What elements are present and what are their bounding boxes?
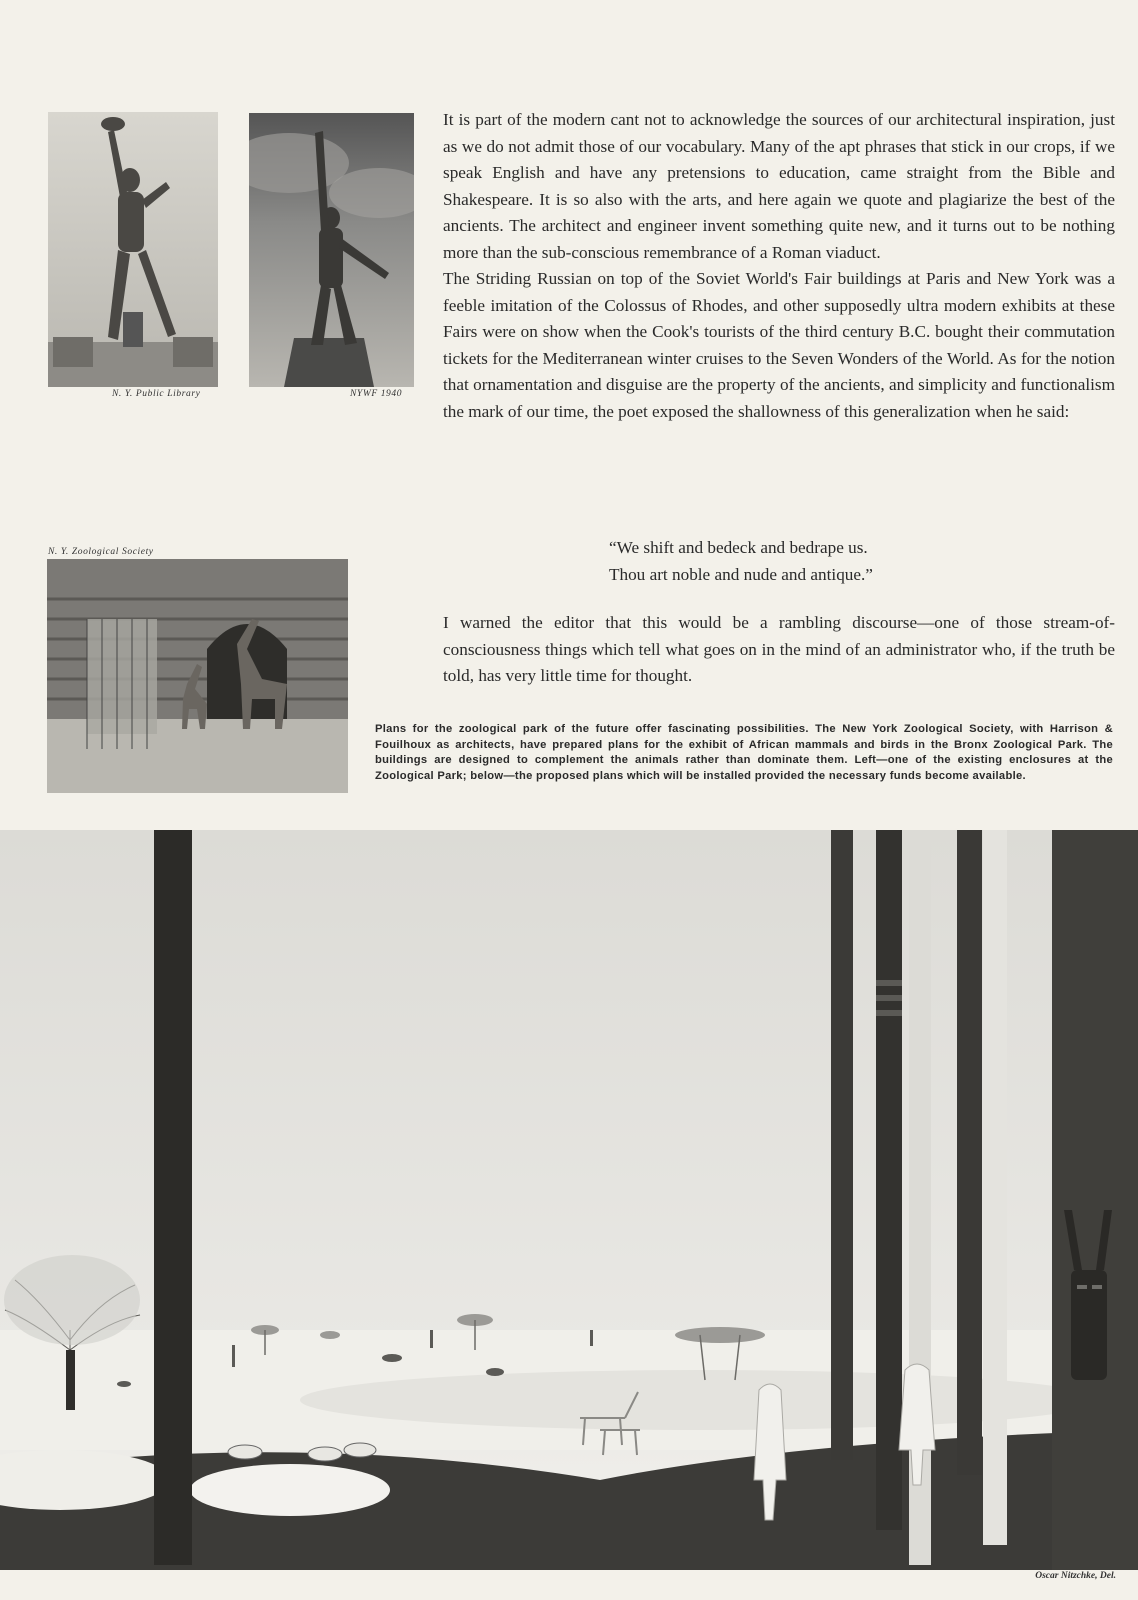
nywf-credit: NYWF 1940 (350, 389, 403, 399)
worker-statue-photo (249, 113, 414, 387)
colossus-photo (48, 112, 218, 387)
article-paragraph-3: I warned the editor that this would be a rambling discourse—one of those stream-of-consciousness things which tell what goes on in the mind of an administrator who, if the truth be told, has very little time for thought. (443, 613, 1115, 685)
article-paragraph-2: The Striding Russian on top of the Soviet World's Fair buildings at Paris and New York was a feeble imitation of the Colossus of Rhodes, and other supposedly ultra modern exhibits at these Fairs were on show when the Cook's tourists of the third century B.C. bought their commutation tickets for the Mediterranean winter cruises to the Seven Wonders of the World. As for the notion that ornamentation and disguise are the property of the ancients, and simplicity and functionalism the mark of our time, the poet exposed the shallowness of this generalization when he said: (443, 269, 1115, 421)
drawing-signature: Oscar Nitzchke, Del. (1035, 1571, 1116, 1581)
poem-quote (609, 535, 1029, 588)
colossus-credit: N. Y. Public Library (112, 389, 201, 399)
giraffe-enclosure-photo (47, 559, 348, 793)
zoo-plan-drawing (0, 830, 1138, 1570)
article-body (443, 107, 1115, 425)
article-paragraph-1: It is part of the modern cant not to acknowledge the sources of our architectural inspiration, just as we do not admit those of our vocabulary. Many of the apt phrases that stick in our crops, if we speak English and have any pretensions to education, came straight from the Bible and Shakespeare. It is so also with the arts, and here again we quote and plagiarize the best of the ancients. The architect and engineer invent something quite new, and it turns out to be nothing more than the sub-conscious remembrance of a Roman viaduct. (443, 110, 1115, 262)
zoo-credit: N. Y. Zoological Society (48, 547, 154, 557)
quote-line-1: “We shift and bedeck and bedrape us. (609, 538, 868, 557)
quote-line-2: Thou art noble and nude and antique.” (609, 564, 873, 584)
photo-caption: Plans for the zoological park of the future offer fascinating possibilities. The New York Zoological Society, with Harrison & Fouilhoux as architects, have prepared plans for the exhibit of African mammals and birds in the Bronx Zoological Park. The buildings are designed to complement the animals rather than dominate them. Left—one of the existing enclosures at the Zoological Park; below—the proposed plans which will be installed provided the necessary funds become available. (375, 723, 1113, 782)
